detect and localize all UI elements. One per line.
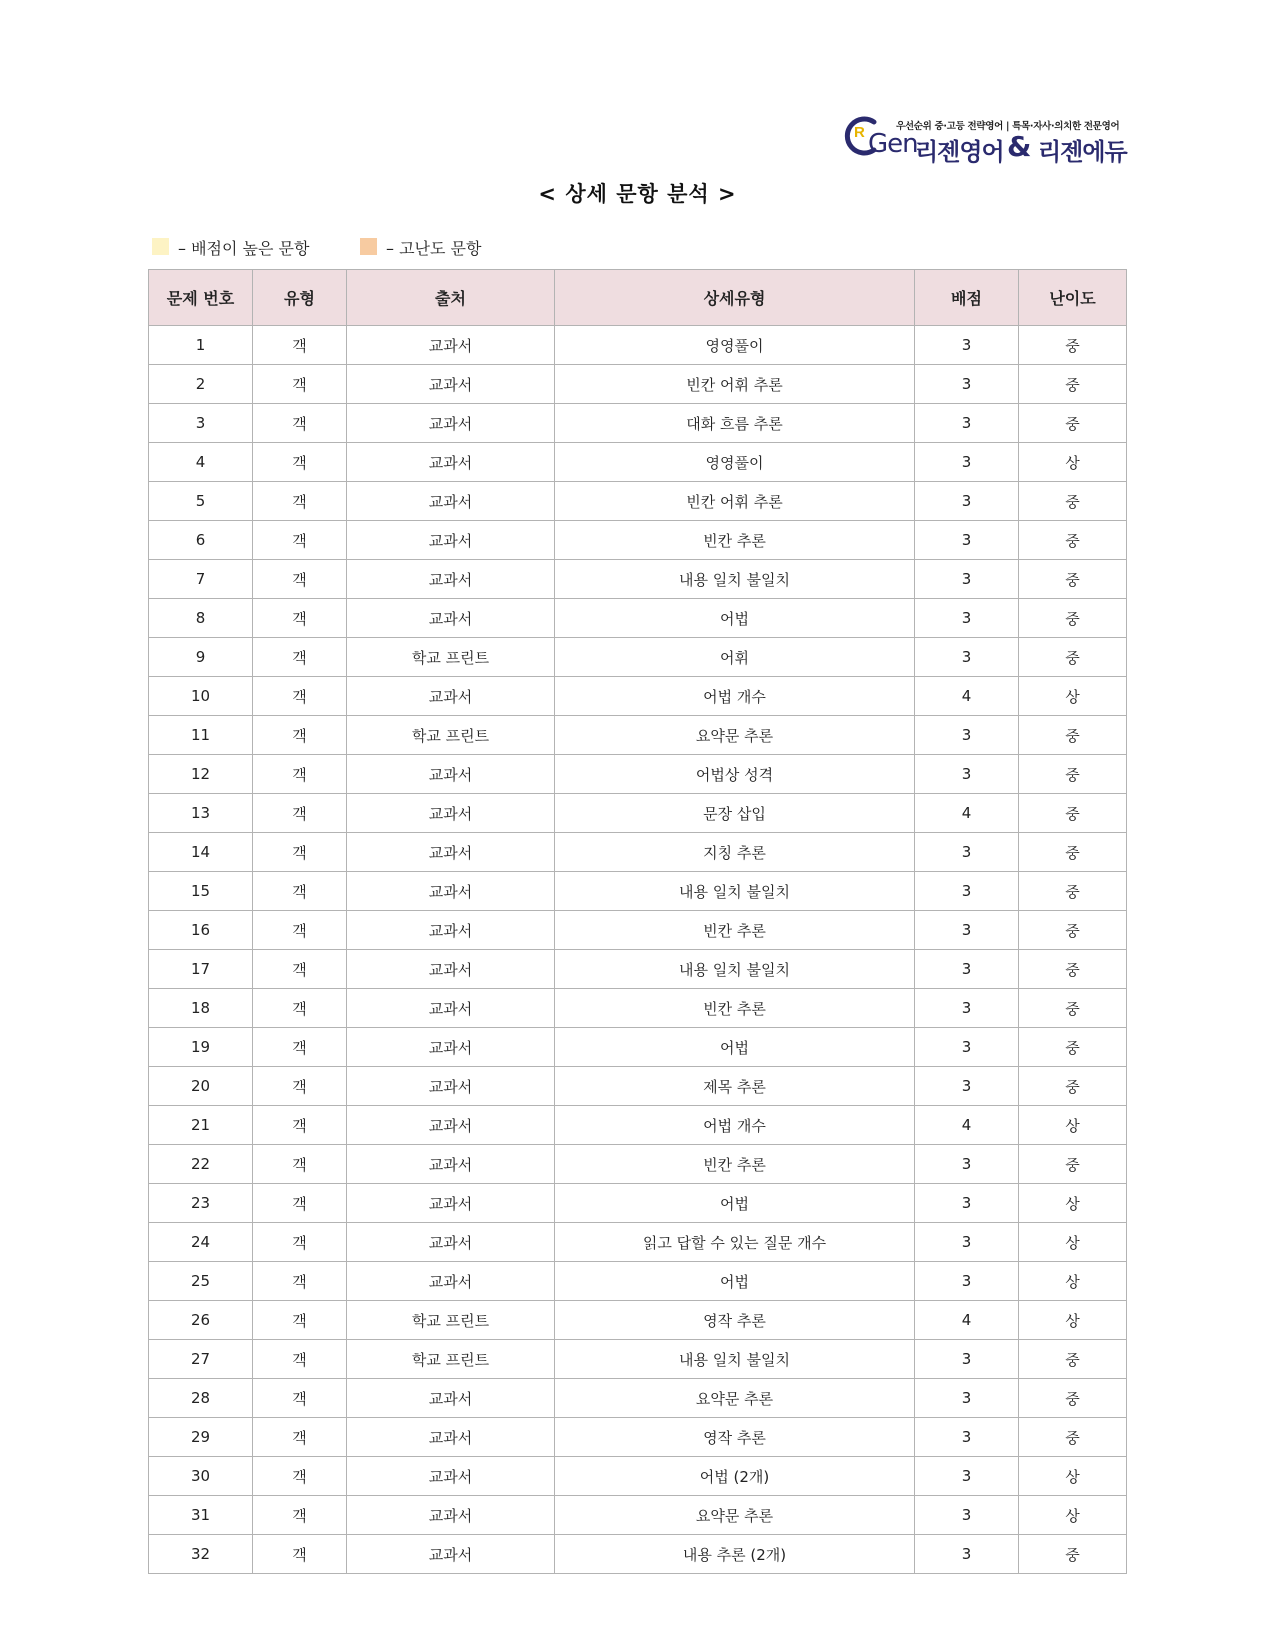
table-row [149, 521, 1127, 560]
cell-difficulty: 중 [1019, 872, 1127, 911]
cell-score: 3 [915, 404, 1019, 443]
cell-detail-type: 어법 (2개) [555, 1457, 915, 1496]
cell-question-number: 28 [149, 1379, 253, 1418]
cell-question-number: 2 [149, 365, 253, 404]
cell-type: 객 [253, 872, 347, 911]
page-title: < 상세 문항 분석 > [538, 182, 737, 206]
cell-question-number: 25 [149, 1262, 253, 1301]
cell-detail-type: 영영풀이 [555, 326, 915, 365]
cell-score: 3 [915, 1379, 1019, 1418]
cell-question-number: 11 [149, 716, 253, 755]
cell-detail-type: 지칭 추론 [555, 833, 915, 872]
cell-source: 교과서 [347, 755, 555, 794]
cell-question-number: 3 [149, 404, 253, 443]
header-detail-type: 상세유형 [555, 270, 915, 326]
cell-difficulty: 중 [1019, 1418, 1127, 1457]
cell-type: 객 [253, 1340, 347, 1379]
cell-detail-type: 내용 일치 불일치 [555, 1340, 915, 1379]
cell-difficulty: 상 [1019, 1184, 1127, 1223]
table-row [149, 1184, 1127, 1223]
cell-source: 교과서 [347, 1457, 555, 1496]
cell-difficulty: 중 [1019, 1340, 1127, 1379]
cell-question-number: 27 [149, 1340, 253, 1379]
cell-difficulty: 중 [1019, 911, 1127, 950]
cell-detail-type: 빈칸 추론 [555, 989, 915, 1028]
cell-source: 교과서 [347, 1223, 555, 1262]
cell-type: 객 [253, 482, 347, 521]
cell-source: 교과서 [347, 1262, 555, 1301]
cell-difficulty: 중 [1019, 755, 1127, 794]
cell-difficulty: 중 [1019, 404, 1127, 443]
cell-score: 4 [915, 1301, 1019, 1340]
cell-question-number: 17 [149, 950, 253, 989]
cell-question-number: 26 [149, 1301, 253, 1340]
cell-detail-type: 문장 삽입 [555, 794, 915, 833]
cell-score: 3 [915, 1067, 1019, 1106]
table-row [149, 1106, 1127, 1145]
cell-score: 3 [915, 521, 1019, 560]
header-question-number: 문제 번호 [149, 270, 253, 326]
cell-type: 객 [253, 833, 347, 872]
cell-question-number: 15 [149, 872, 253, 911]
cell-score: 4 [915, 794, 1019, 833]
logo-gen: Gen [868, 129, 918, 159]
cell-question-number: 10 [149, 677, 253, 716]
legend-label-hard: – 고난도 문항 [386, 239, 482, 258]
cell-score: 3 [915, 1028, 1019, 1067]
table-row [149, 560, 1127, 599]
cell-score: 3 [915, 443, 1019, 482]
cell-type: 객 [253, 365, 347, 404]
cell-question-number: 14 [149, 833, 253, 872]
table-row [149, 716, 1127, 755]
cell-detail-type: 어법 [555, 1262, 915, 1301]
cell-detail-type: 요약문 추론 [555, 1496, 915, 1535]
cell-type: 객 [253, 599, 347, 638]
cell-detail-type: 내용 일치 불일치 [555, 560, 915, 599]
cell-score: 3 [915, 989, 1019, 1028]
cell-detail-type: 어법 개수 [555, 1106, 915, 1145]
table-row [149, 794, 1127, 833]
table-row [149, 950, 1127, 989]
cell-question-number: 24 [149, 1223, 253, 1262]
cell-score: 3 [915, 950, 1019, 989]
cell-question-number: 16 [149, 911, 253, 950]
table-row [149, 1379, 1127, 1418]
cell-source: 교과서 [347, 1496, 555, 1535]
cell-source: 교과서 [347, 872, 555, 911]
cell-question-number: 12 [149, 755, 253, 794]
cell-source: 교과서 [347, 482, 555, 521]
cell-type: 객 [253, 326, 347, 365]
cell-source: 학교 프린트 [347, 1340, 555, 1379]
cell-detail-type: 제목 추론 [555, 1067, 915, 1106]
cell-detail-type: 대화 흐름 추론 [555, 404, 915, 443]
cell-type: 객 [253, 1379, 347, 1418]
cell-detail-type: 어법 개수 [555, 677, 915, 716]
table-row [149, 1496, 1127, 1535]
table-row [149, 1067, 1127, 1106]
table-row [149, 833, 1127, 872]
cell-detail-type: 어법 [555, 599, 915, 638]
cell-source: 학교 프린트 [347, 1301, 555, 1340]
cell-difficulty: 중 [1019, 1028, 1127, 1067]
cell-type: 객 [253, 1457, 347, 1496]
cell-score: 3 [915, 716, 1019, 755]
cell-type: 객 [253, 755, 347, 794]
table-row [149, 599, 1127, 638]
cell-score: 3 [915, 599, 1019, 638]
table-row [149, 872, 1127, 911]
table-row [149, 443, 1127, 482]
cell-question-number: 5 [149, 482, 253, 521]
cell-source: 교과서 [347, 521, 555, 560]
cell-difficulty: 중 [1019, 599, 1127, 638]
cell-source: 학교 프린트 [347, 716, 555, 755]
cell-detail-type: 내용 추론 (2개) [555, 1535, 915, 1574]
table-row [149, 365, 1127, 404]
table-row [149, 326, 1127, 365]
cell-question-number: 18 [149, 989, 253, 1028]
cell-score: 3 [915, 1145, 1019, 1184]
cell-question-number: 13 [149, 794, 253, 833]
cell-type: 객 [253, 1418, 347, 1457]
header-score: 배점 [915, 270, 1019, 326]
cell-detail-type: 빈칸 어휘 추론 [555, 365, 915, 404]
cell-difficulty: 상 [1019, 677, 1127, 716]
cell-detail-type: 내용 일치 불일치 [555, 872, 915, 911]
cell-source: 교과서 [347, 326, 555, 365]
cell-score: 3 [915, 755, 1019, 794]
cell-detail-type: 빈칸 추론 [555, 911, 915, 950]
cell-question-number: 6 [149, 521, 253, 560]
cell-difficulty: 중 [1019, 521, 1127, 560]
table-row [149, 1262, 1127, 1301]
table-body [149, 326, 1127, 1574]
cell-question-number: 29 [149, 1418, 253, 1457]
cell-detail-type: 영작 추론 [555, 1418, 915, 1457]
cell-score: 3 [915, 560, 1019, 599]
cell-source: 교과서 [347, 560, 555, 599]
cell-type: 객 [253, 404, 347, 443]
cell-score: 3 [915, 482, 1019, 521]
table-row [149, 1340, 1127, 1379]
table-row [149, 1223, 1127, 1262]
cell-score: 3 [915, 1340, 1019, 1379]
cell-type: 객 [253, 989, 347, 1028]
cell-type: 객 [253, 443, 347, 482]
table-row [149, 1418, 1127, 1457]
cell-detail-type: 영작 추론 [555, 1301, 915, 1340]
cell-detail-type: 내용 일치 불일치 [555, 950, 915, 989]
question-analysis-table [148, 269, 1127, 1574]
cell-score: 3 [915, 872, 1019, 911]
cell-difficulty: 상 [1019, 1106, 1127, 1145]
cell-difficulty: 상 [1019, 443, 1127, 482]
cell-detail-type: 요약문 추론 [555, 1379, 915, 1418]
logo-brand-edu: 리젠에듀 [1038, 138, 1127, 166]
cell-score: 3 [915, 1262, 1019, 1301]
cell-source: 교과서 [347, 1379, 555, 1418]
cell-difficulty: 중 [1019, 989, 1127, 1028]
cell-source: 교과서 [347, 677, 555, 716]
cell-source: 교과서 [347, 950, 555, 989]
cell-difficulty: 상 [1019, 1223, 1127, 1262]
logo-ampersand: & [1007, 130, 1031, 163]
cell-score: 3 [915, 326, 1019, 365]
cell-detail-type: 빈칸 추론 [555, 1145, 915, 1184]
table-row [149, 1145, 1127, 1184]
cell-score: 3 [915, 833, 1019, 872]
cell-type: 객 [253, 911, 347, 950]
cell-type: 객 [253, 1106, 347, 1145]
cell-source: 교과서 [347, 443, 555, 482]
cell-score: 3 [915, 1418, 1019, 1457]
cell-type: 객 [253, 1262, 347, 1301]
logo-brand-english: 리젠영어 [915, 138, 1004, 166]
svg-text:R: R [854, 124, 865, 141]
table-row [149, 1535, 1127, 1574]
cell-source: 교과서 [347, 794, 555, 833]
cell-score: 3 [915, 1457, 1019, 1496]
cell-type: 객 [253, 716, 347, 755]
cell-detail-type: 영영풀이 [555, 443, 915, 482]
cell-difficulty: 중 [1019, 365, 1127, 404]
cell-type: 객 [253, 560, 347, 599]
cell-difficulty: 중 [1019, 638, 1127, 677]
cell-type: 객 [253, 950, 347, 989]
cell-source: 교과서 [347, 365, 555, 404]
logo-tagline: 우선순위 중·고등 전략영어 | 특목·자사·의치한 전문영어 [896, 121, 1120, 132]
cell-score: 3 [915, 1184, 1019, 1223]
cell-difficulty: 중 [1019, 560, 1127, 599]
cell-difficulty: 중 [1019, 794, 1127, 833]
cell-detail-type: 어법 [555, 1184, 915, 1223]
cell-question-number: 20 [149, 1067, 253, 1106]
cell-question-number: 19 [149, 1028, 253, 1067]
cell-detail-type: 어휘 [555, 638, 915, 677]
cell-source: 교과서 [347, 833, 555, 872]
cell-difficulty: 중 [1019, 950, 1127, 989]
cell-detail-type: 어법상 성격 [555, 755, 915, 794]
cell-detail-type: 빈칸 어휘 추론 [555, 482, 915, 521]
cell-type: 객 [253, 638, 347, 677]
table-row [149, 404, 1127, 443]
cell-difficulty: 중 [1019, 1145, 1127, 1184]
cell-difficulty: 중 [1019, 482, 1127, 521]
cell-difficulty: 중 [1019, 833, 1127, 872]
cell-score: 3 [915, 1535, 1019, 1574]
cell-score: 4 [915, 677, 1019, 716]
cell-source: 교과서 [347, 989, 555, 1028]
cell-score: 3 [915, 911, 1019, 950]
cell-question-number: 31 [149, 1496, 253, 1535]
cell-type: 객 [253, 1301, 347, 1340]
table-row [149, 989, 1127, 1028]
table-row [149, 677, 1127, 716]
cell-detail-type: 읽고 답할 수 있는 질문 개수 [555, 1223, 915, 1262]
cell-source: 교과서 [347, 911, 555, 950]
cell-score: 3 [915, 638, 1019, 677]
table-row [149, 1457, 1127, 1496]
cell-difficulty: 중 [1019, 1379, 1127, 1418]
cell-source: 학교 프린트 [347, 638, 555, 677]
cell-question-number: 4 [149, 443, 253, 482]
cell-score: 4 [915, 1106, 1019, 1145]
cell-difficulty: 상 [1019, 1457, 1127, 1496]
cell-difficulty: 상 [1019, 1301, 1127, 1340]
cell-source: 교과서 [347, 1535, 555, 1574]
cell-type: 객 [253, 1535, 347, 1574]
cell-source: 교과서 [347, 599, 555, 638]
cell-question-number: 32 [149, 1535, 253, 1574]
cell-question-number: 1 [149, 326, 253, 365]
brand-logo [842, 110, 1127, 166]
table-row [149, 482, 1127, 521]
cell-score: 3 [915, 1223, 1019, 1262]
cell-type: 객 [253, 1496, 347, 1535]
header-difficulty: 난이도 [1019, 270, 1127, 326]
cell-question-number: 30 [149, 1457, 253, 1496]
cell-difficulty: 상 [1019, 1262, 1127, 1301]
cell-score: 3 [915, 365, 1019, 404]
cell-type: 객 [253, 677, 347, 716]
cell-difficulty: 중 [1019, 716, 1127, 755]
legend-swatch-hard [360, 238, 377, 255]
table-row [149, 1028, 1127, 1067]
cell-detail-type: 빈칸 추론 [555, 521, 915, 560]
cell-difficulty: 상 [1019, 1496, 1127, 1535]
cell-detail-type: 요약문 추론 [555, 716, 915, 755]
table-row [149, 1301, 1127, 1340]
cell-difficulty: 중 [1019, 1067, 1127, 1106]
cell-difficulty: 중 [1019, 1535, 1127, 1574]
cell-detail-type: 어법 [555, 1028, 915, 1067]
cell-question-number: 21 [149, 1106, 253, 1145]
cell-source: 교과서 [347, 1184, 555, 1223]
header-source: 출처 [347, 270, 555, 326]
legend-swatch-high-score [152, 238, 169, 255]
cell-question-number: 22 [149, 1145, 253, 1184]
cell-type: 객 [253, 794, 347, 833]
cell-question-number: 7 [149, 560, 253, 599]
cell-source: 교과서 [347, 404, 555, 443]
cell-type: 객 [253, 1028, 347, 1067]
cell-question-number: 8 [149, 599, 253, 638]
table-header-row [149, 270, 1127, 326]
table-row [149, 755, 1127, 794]
cell-type: 객 [253, 1145, 347, 1184]
cell-source: 교과서 [347, 1418, 555, 1457]
table-row [149, 911, 1127, 950]
legend-label-high-score: – 배점이 높은 문항 [178, 239, 310, 258]
cell-score: 3 [915, 1496, 1019, 1535]
cell-type: 객 [253, 1223, 347, 1262]
table-row [149, 638, 1127, 677]
cell-type: 객 [253, 521, 347, 560]
cell-source: 교과서 [347, 1067, 555, 1106]
cell-type: 객 [253, 1184, 347, 1223]
header-type: 유형 [253, 270, 347, 326]
cell-source: 교과서 [347, 1106, 555, 1145]
cell-source: 교과서 [347, 1145, 555, 1184]
cell-question-number: 23 [149, 1184, 253, 1223]
cell-type: 객 [253, 1067, 347, 1106]
cell-difficulty: 중 [1019, 326, 1127, 365]
cell-question-number: 9 [149, 638, 253, 677]
cell-source: 교과서 [347, 1028, 555, 1067]
